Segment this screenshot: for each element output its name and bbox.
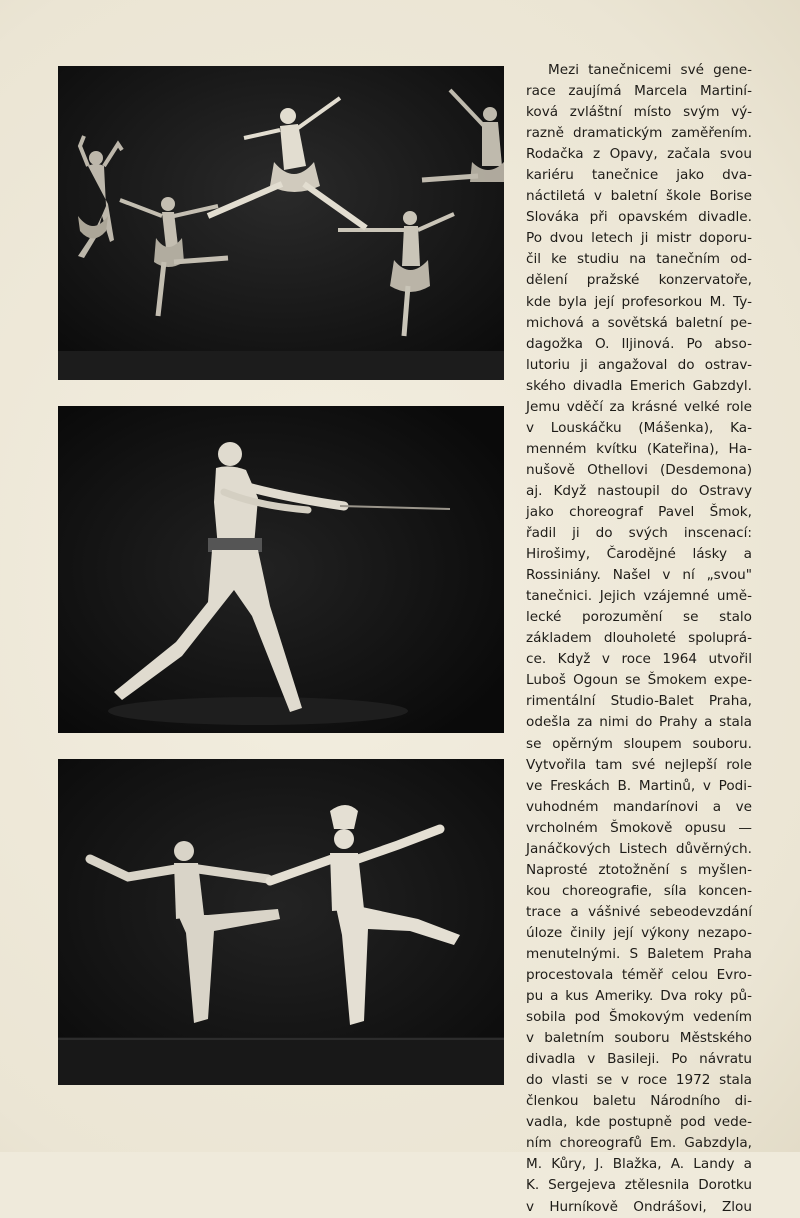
article-line: kariéru tanečnice jako dva-: [526, 167, 752, 184]
article-line: v Hurníkově Ondrášovi, Zlou: [526, 1198, 752, 1215]
article-line: razně dramatickým zaměřením.: [526, 125, 752, 142]
article-line: Rodačka z Opavy, začala svou: [526, 146, 752, 163]
article-line: základem dlouholeté spoluprá-: [526, 630, 752, 647]
article-line: čil ke studiu na tanečním od-: [526, 251, 752, 268]
article-line: Po dvou letech ji mistr doporu-: [526, 230, 752, 247]
article-line: M. Kůry, J. Blažka, A. Landy a: [526, 1156, 752, 1173]
photo-dancing-pair: [58, 759, 504, 1085]
article-line: v Louskáčku (Mášenka), Ka-: [526, 419, 752, 436]
photo-dancing-pair-image: [58, 759, 504, 1085]
article-line: úloze činily její výkony nezapo-: [526, 924, 752, 941]
article-line: dagožka O. Iljinová. Po abso-: [526, 335, 752, 352]
article-line: ním choreografů Em. Gabzdyla,: [526, 1135, 752, 1152]
photo-dancer-with-sword-image: [58, 406, 504, 733]
article-line: menném kvítku (Kateřina), Ha-: [526, 440, 752, 457]
photo-dancers-leaping: [58, 66, 504, 380]
article-line: vrcholném Šmokově opusu —: [526, 819, 752, 836]
article-line: kde byla její profesorkou M. Ty-: [526, 293, 752, 310]
article-line: K. Sergejeva ztělesnila Dorotku: [526, 1177, 752, 1194]
article-line: kou choreografie, síla koncen-: [526, 882, 752, 899]
article-line: rimentální Studio-Balet Praha,: [526, 693, 752, 710]
article-line: sobila pod Šmokovým vedením: [526, 1009, 752, 1026]
article-line: se opěrným sloupem souboru.: [526, 735, 752, 752]
article-line: menutelnými. S Baletem Praha: [526, 945, 752, 962]
article-line: ského divadla Emerich Gabzdyl.: [526, 377, 752, 394]
article-line: race zaujímá Marcela Martiní-: [526, 83, 752, 100]
article-line: Naprosté ztotožnění s myšlen-: [526, 861, 752, 878]
article-line: procestovala téměř celou Evro-: [526, 967, 752, 984]
article-line: jako choreograf Pavel Šmok,: [526, 503, 752, 520]
photo-dancers-leaping-image: [58, 66, 504, 380]
article-line: ková zvláštní místo svým vý-: [526, 104, 752, 121]
article-line: michová a sovětská baletní pe-: [526, 314, 752, 331]
article-line: Vytvořila tam své nejlepší role: [526, 756, 752, 773]
article-text: [526, 60, 752, 1218]
article-line: řadil ji do svých inscenací:: [526, 525, 752, 542]
article-line: odešla za nimi do Prahy a stala: [526, 714, 752, 731]
article-line: v baletním souboru Městského: [526, 1030, 752, 1047]
photo-dancer-with-sword: [58, 406, 504, 733]
article-line: ve Freskách B. Martinů, v Podi-: [526, 777, 752, 794]
article-line: pu a kus Ameriky. Dva roky pů-: [526, 988, 752, 1005]
article-line: dělení pražské konzervatoře,: [526, 272, 752, 289]
article-line: lutoriu ji angažoval do ostrav-: [526, 356, 752, 373]
article-line: trace a vášnivé sebeodevzdání: [526, 903, 752, 920]
article-line: Hirošimy, Čarodějné lásky a: [526, 546, 752, 563]
article-line: nušově Othellovi (Desdemona): [526, 461, 752, 478]
article-line: vadla, kde postupně pod vede-: [526, 1114, 752, 1131]
article-line: ce. Když v roce 1964 utvořil: [526, 651, 752, 668]
article-line: Jemu vděčí za krásné velké role: [526, 398, 752, 415]
article-line: vuhodném mandarínovi a ve: [526, 798, 752, 815]
article-line: divadla v Basileji. Po návratu: [526, 1051, 752, 1068]
article-line: lecké porozumění se stalo: [526, 609, 752, 626]
article-line: Luboš Ogoun se Šmokem expe-: [526, 672, 752, 689]
article-line: náctiletá v baletní škole Borise: [526, 188, 752, 205]
article-line: aj. Když nastoupil do Ostravy: [526, 482, 752, 499]
article-line: Mezi tanečnicemi své gene-: [548, 62, 752, 78]
article-line: Rossiniány. Našel v ní „svou": [526, 567, 752, 584]
article-line: do vlasti se v roce 1972 stala: [526, 1072, 752, 1089]
article-line: Slováka při opavském divadle.: [526, 209, 752, 226]
article-line: tanečnici. Jejich vzájemné umě-: [526, 588, 752, 605]
article-line: Janáčkových Listech důvěrných.: [526, 840, 752, 857]
article-line: členkou baletu Národního di-: [526, 1093, 752, 1110]
